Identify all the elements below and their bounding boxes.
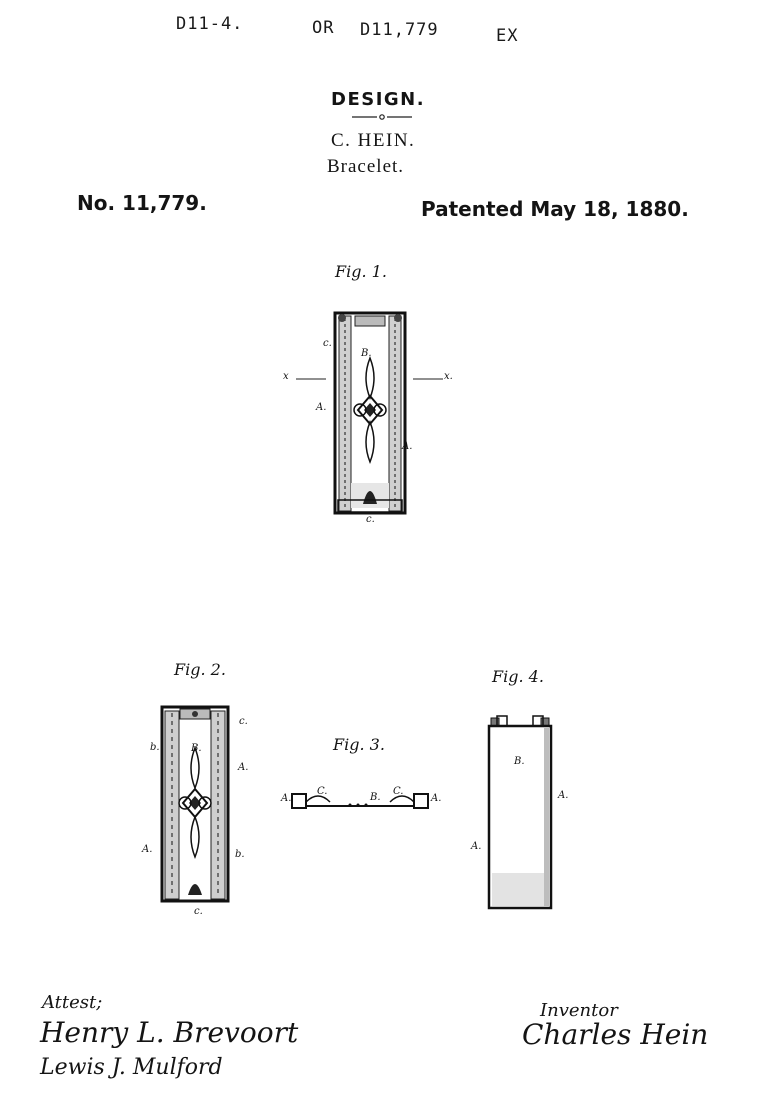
fig1-section-line-left [296,378,326,380]
fig3-label-a-left: A. [281,793,292,804]
fig2-label-a-left: A. [142,844,153,855]
fig2-label-a-right: A. [238,762,249,773]
fig3-label: Fig. 3. [333,735,385,754]
witness1-signature: Henry L. Brevoort [40,1016,299,1049]
fig4-label-a-left: A. [471,841,482,852]
fig3-label-b: B. [370,792,381,803]
fig1-label-x-left: x [283,371,289,382]
attest-label: Attest; [42,992,103,1013]
fig1-section-line-right [413,378,443,380]
fig3-label-a-right: A. [431,793,442,804]
fig2-drawing [158,703,232,905]
fig4-label: Fig. 4. [492,667,544,686]
stamp-number: D11,779 [360,20,439,40]
fig2-label-c: c. [239,716,248,727]
fig2-label-b-left: b. [150,742,160,753]
fig1-label-c-bottom: c. [366,514,375,525]
fig2-label-b: B. [191,743,202,754]
ornamental-rule [352,112,412,122]
fig4-drawing [484,708,562,912]
witness2-signature: Lewis J. Mulford [40,1055,223,1080]
design-heading: DESIGN. [331,89,426,110]
fig2-label: Fig. 2. [174,660,226,679]
fig1-label-a-right: A. [402,441,413,452]
fig4-label-b: B. [514,756,525,767]
fig2-label-c-bottom: c. [194,906,203,917]
patent-date: Patented May 18, 1880. [421,197,689,221]
fig1-label-a-left: A. [316,402,327,413]
fig3-drawing [290,786,430,814]
fig4-label-a-right: A. [558,790,569,801]
inventor-name: C. HEIN. [331,130,416,151]
stamp-left: D11-4. [176,14,244,34]
fig1-label-x-right: x. [444,371,453,382]
fig3-label-c-right: C. [393,786,404,797]
stamp-or: OR [312,18,335,38]
inventor-signature: Charles Hein [522,1018,709,1051]
fig1-label-c-top: c. [323,338,332,349]
subject: Bracelet. [327,156,405,177]
fig2-label-b-right: b. [235,849,245,860]
fig1-label: Fig. 1. [335,262,387,281]
fig1-label-b: B. [361,348,372,359]
stamp-ex: EX [496,26,519,46]
patent-number: No. 11,779. [77,191,207,215]
inventor-label: Inventor [540,1000,618,1021]
fig3-label-c-left: C. [317,786,328,797]
fig1-drawing [330,308,413,516]
